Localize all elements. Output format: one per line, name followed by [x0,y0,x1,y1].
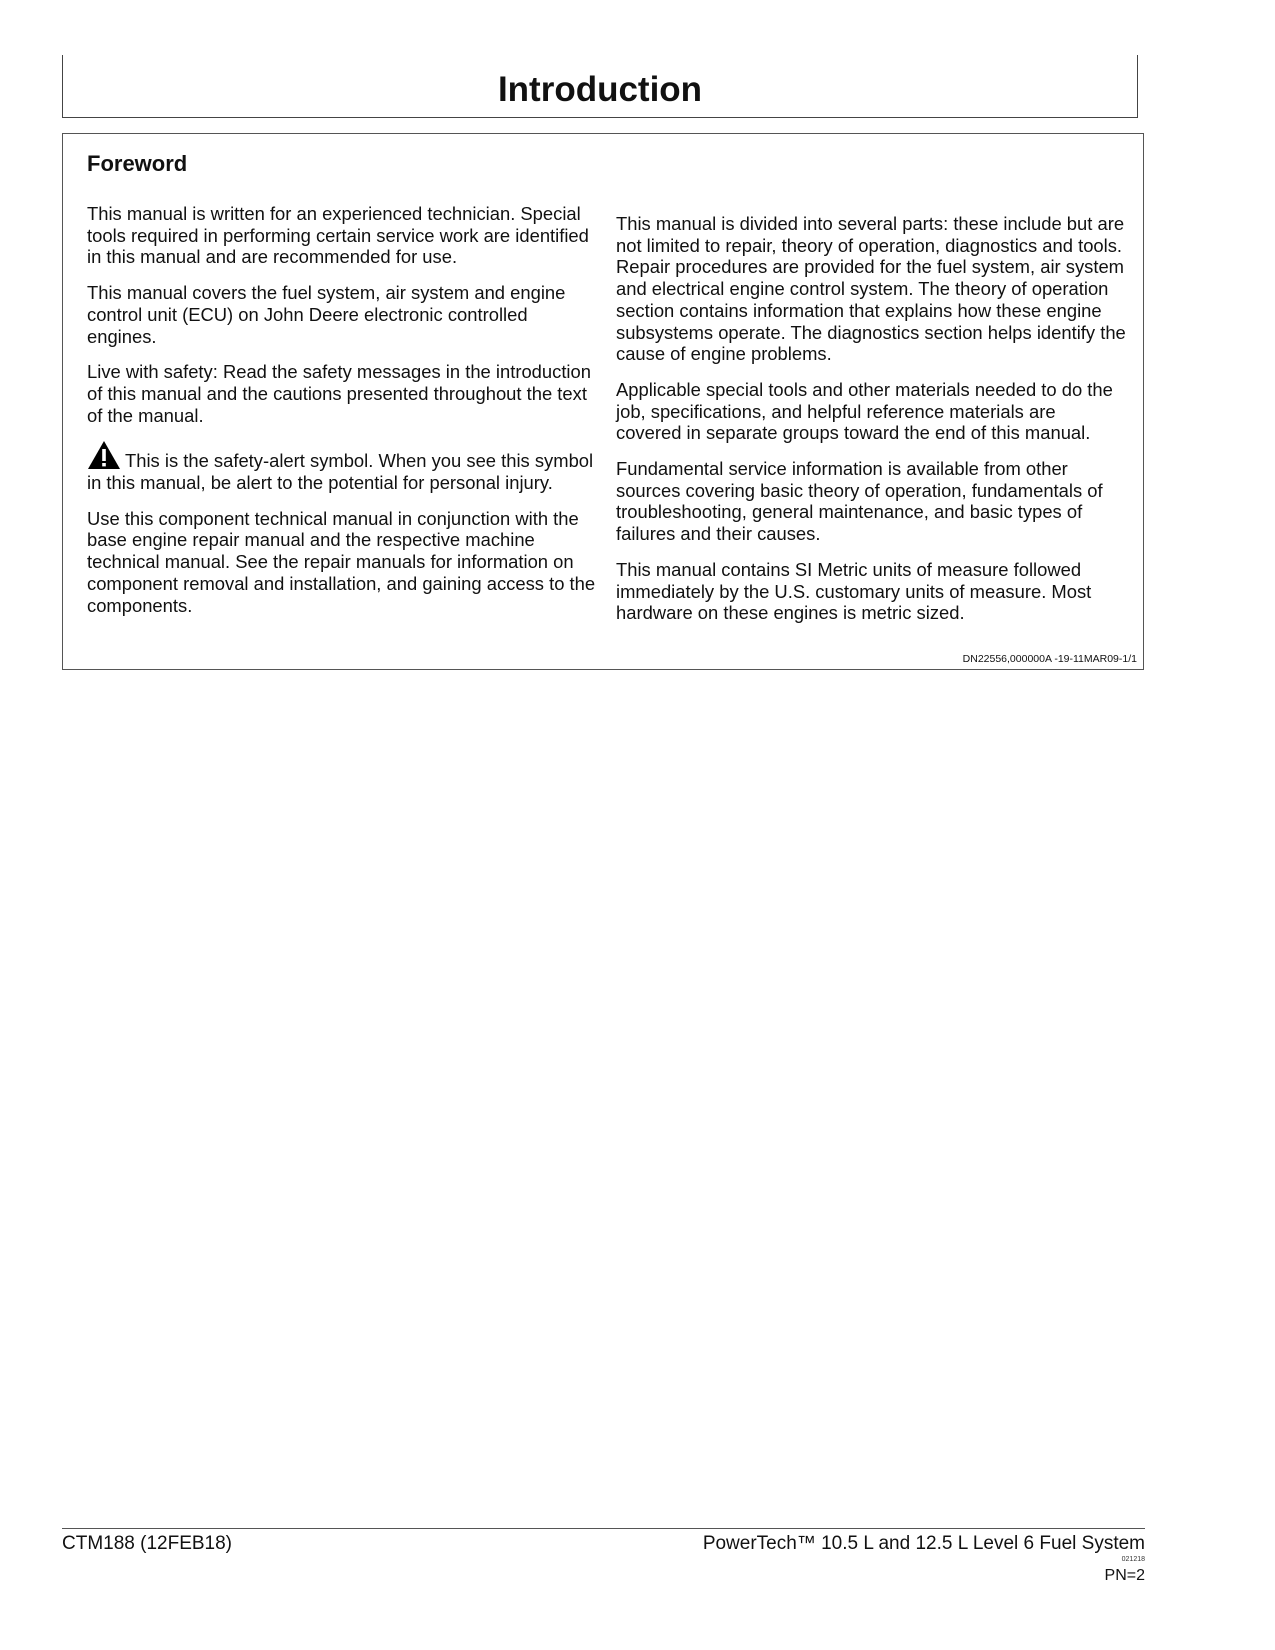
foreword-section [62,133,1144,670]
paragraph: This manual contains SI Metric units of measure followed immediately by the U.S. customary units of measure. Most hardware on these engines is metric sized. [616,558,1092,624]
right-column [616,213,1126,638]
warning-triangle-icon [87,440,121,470]
page-title: Introduction [497,70,703,109]
section-heading: Foreword [87,151,188,176]
paragraph: Live with safety: Read the safety messages in the introduction of this manual and the cautions presented throughout the text of the manual. [87,361,591,426]
paragraph: This manual is written for an experienced technician. Special tools required in performing certain service work are identified in this manual and are recommended for use. [87,203,589,268]
safety-alert-paragraph [87,440,597,493]
page-number: PN=2 [1104,1567,1145,1584]
paragraph: Fundamental service information is available from other sources covering basic theory of operation, fundamentals of troubleshooting, general maintenance, and basic types of failures and their causes. [616,458,1103,545]
paragraph: Use this component technical manual in conjunction with the base engine repair manual and the respective machine technical manual. See the repair manuals for information on component removal and installation, and gaining access to the components. [87,507,596,616]
footer-divider [62,1528,1145,1529]
document-id: DN22556,000000A -19-11MAR09-1/1 [962,652,1137,665]
safety-alert-text: This is the safety-alert symbol. When you see this symbol in this manual, be alert to the potential for personal injury. [87,450,594,494]
paragraph: This manual covers the fuel system, air system and engine control unit (ECU) on John Deere electronic controlled engines. [87,282,566,347]
footer-manual-code: CTM188 (12FEB18) [62,1533,233,1554]
title-box [62,55,1138,118]
left-column [87,203,597,630]
paragraph: This manual is divided into several parts: these include but are not limited to repair, theory of operation, diagnostics and tools. Repair procedures are provided for the fuel system, air system and electrical engine control system. The theory of operation section contains information that explains how these engine subsystems operate. The diagnostics section helps identify the cause of engine problems. [616,213,1126,365]
footer-date-code: 021218 [1121,1556,1145,1563]
footer-manual-title: PowerTech™ 10.5 L and 12.5 L Level 6 Fuel System [702,1533,1145,1554]
paragraph: Applicable special tools and other materials needed to do the job, specifications, and helpful reference materials are covered in separate groups toward the end of this manual. [616,378,1113,444]
